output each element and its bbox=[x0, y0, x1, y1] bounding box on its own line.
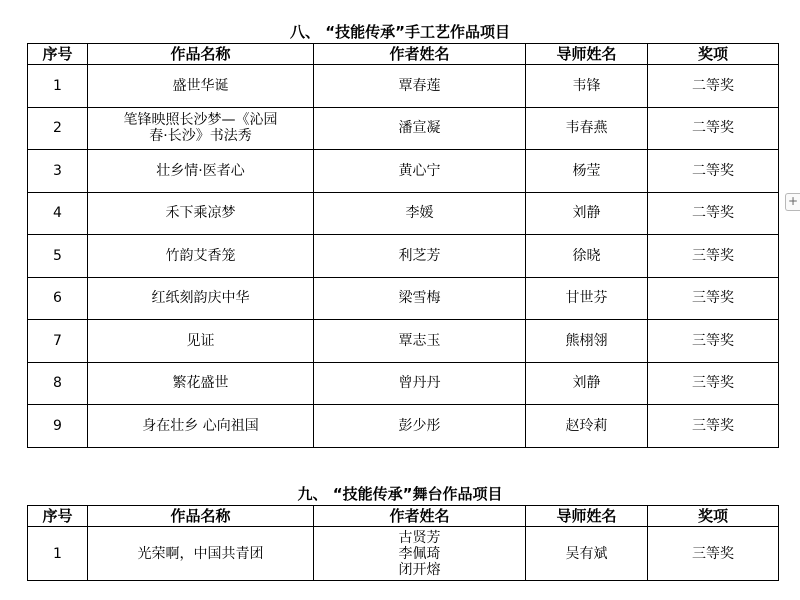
header-author: 作者姓名 bbox=[314, 506, 526, 527]
cell-no: 1 bbox=[28, 65, 88, 108]
table-header-row bbox=[28, 506, 779, 527]
table-row bbox=[28, 362, 779, 405]
cell-work bbox=[88, 107, 314, 150]
cell-work bbox=[88, 150, 314, 193]
cell-no: 9 bbox=[28, 405, 88, 448]
section-title-stage: 九、 “技能传承”舞台作品项目 bbox=[297, 485, 503, 503]
cell-work-line: 竹韵艾香笼 bbox=[165, 247, 236, 264]
cell-author-line: 覃春莲 bbox=[398, 77, 441, 94]
cell-no: 8 bbox=[28, 362, 88, 405]
cell-award: 二等奖 bbox=[648, 150, 779, 193]
cell-award: 三等奖 bbox=[648, 405, 779, 448]
cell-award: 二等奖 bbox=[648, 192, 779, 235]
cell-mentor: 韦锋 bbox=[526, 65, 648, 108]
cell-work-line: 身在壮乡 心向祖国 bbox=[142, 417, 259, 434]
cell-mentor: 杨莹 bbox=[526, 150, 648, 193]
cell-author-line: 潘宣凝 bbox=[398, 120, 441, 137]
cell-no: 3 bbox=[28, 150, 88, 193]
cell-mentor: 甘世芬 bbox=[526, 277, 648, 320]
cell-mentor: 刘静 bbox=[526, 362, 648, 405]
cell-author bbox=[314, 150, 526, 193]
cell-author-line: 古贤芳 bbox=[398, 529, 441, 546]
header-mentor: 导师姓名 bbox=[526, 506, 648, 527]
cell-author-line: 曾丹丹 bbox=[398, 375, 441, 392]
cell-work bbox=[88, 527, 314, 581]
crafts-awards-table bbox=[27, 43, 779, 448]
table-row bbox=[28, 150, 779, 193]
section-title-crafts: 八、 “技能传承”手工艺作品项目 bbox=[290, 23, 510, 41]
cell-work-line: 盛世华诞 bbox=[172, 77, 229, 94]
header-award: 奖项 bbox=[648, 44, 779, 65]
table-row bbox=[28, 65, 779, 108]
cell-award: 三等奖 bbox=[648, 320, 779, 363]
cell-award: 二等奖 bbox=[648, 65, 779, 108]
table-header-row bbox=[28, 44, 779, 65]
header-no: 序号 bbox=[28, 506, 88, 527]
cell-work bbox=[88, 192, 314, 235]
table-row bbox=[28, 320, 779, 363]
cell-award: 三等奖 bbox=[648, 362, 779, 405]
cell-author-line: 覃志玉 bbox=[398, 332, 441, 349]
table-row bbox=[28, 192, 779, 235]
cell-author-line: 彭少彤 bbox=[398, 417, 441, 434]
cell-work-line: 禾下乘凉梦 bbox=[165, 205, 236, 222]
cell-work-line: 春·长沙》书法秀 bbox=[149, 128, 252, 145]
cell-award: 三等奖 bbox=[648, 527, 779, 581]
cell-author bbox=[314, 65, 526, 108]
cell-mentor: 徐晓 bbox=[526, 235, 648, 278]
cell-mentor: 吴有斌 bbox=[526, 527, 648, 581]
cell-award: 三等奖 bbox=[648, 277, 779, 320]
table-row bbox=[28, 235, 779, 278]
cell-author bbox=[314, 107, 526, 150]
cell-author-line: 梁雪梅 bbox=[398, 290, 441, 307]
cell-no: 5 bbox=[28, 235, 88, 278]
header-no: 序号 bbox=[28, 44, 88, 65]
cell-work-line: 光荣啊，中国共青团 bbox=[137, 545, 264, 562]
cell-author bbox=[314, 277, 526, 320]
add-section-button[interactable] bbox=[785, 193, 800, 211]
cell-work-line: 笔锋映照长沙梦—《沁园 bbox=[123, 112, 278, 129]
cell-no: 7 bbox=[28, 320, 88, 363]
cell-work-line: 繁花盛世 bbox=[172, 375, 229, 392]
cell-author-line: 李佩琦 bbox=[398, 545, 441, 562]
header-work: 作品名称 bbox=[88, 44, 314, 65]
cell-author bbox=[314, 527, 526, 581]
cell-author bbox=[314, 362, 526, 405]
cell-award: 二等奖 bbox=[648, 107, 779, 150]
plus-icon: + bbox=[787, 194, 799, 208]
cell-work bbox=[88, 405, 314, 448]
cell-mentor: 熊栩翎 bbox=[526, 320, 648, 363]
cell-author-line: 闭开熔 bbox=[398, 561, 441, 578]
cell-author-line: 李媛 bbox=[405, 205, 434, 222]
table-row bbox=[28, 527, 779, 581]
cell-author-line: 利芝芳 bbox=[398, 247, 441, 264]
cell-author-line: 黄心宁 bbox=[398, 162, 441, 179]
header-mentor: 导师姓名 bbox=[526, 44, 648, 65]
cell-author bbox=[314, 235, 526, 278]
cell-no: 6 bbox=[28, 277, 88, 320]
table-row bbox=[28, 277, 779, 320]
table-row bbox=[28, 405, 779, 448]
cell-work bbox=[88, 320, 314, 363]
cell-mentor: 刘静 bbox=[526, 192, 648, 235]
cell-work-line: 红纸刻韵庆中华 bbox=[151, 290, 250, 307]
cell-work-line: 壮乡情·医者心 bbox=[156, 162, 245, 179]
cell-work bbox=[88, 277, 314, 320]
stage-awards-table bbox=[27, 505, 779, 581]
table-row bbox=[28, 107, 779, 150]
cell-no: 1 bbox=[28, 527, 88, 581]
cell-author bbox=[314, 320, 526, 363]
cell-mentor: 韦春燕 bbox=[526, 107, 648, 150]
cell-work bbox=[88, 362, 314, 405]
cell-work bbox=[88, 65, 314, 108]
cell-no: 4 bbox=[28, 192, 88, 235]
header-author: 作者姓名 bbox=[314, 44, 526, 65]
cell-no: 2 bbox=[28, 107, 88, 150]
header-award: 奖项 bbox=[648, 506, 779, 527]
cell-work bbox=[88, 235, 314, 278]
cell-work-line: 见证 bbox=[186, 332, 215, 349]
header-work: 作品名称 bbox=[88, 506, 314, 527]
cell-award: 三等奖 bbox=[648, 235, 779, 278]
cell-author bbox=[314, 405, 526, 448]
cell-author bbox=[314, 192, 526, 235]
cell-mentor: 赵玲莉 bbox=[526, 405, 648, 448]
